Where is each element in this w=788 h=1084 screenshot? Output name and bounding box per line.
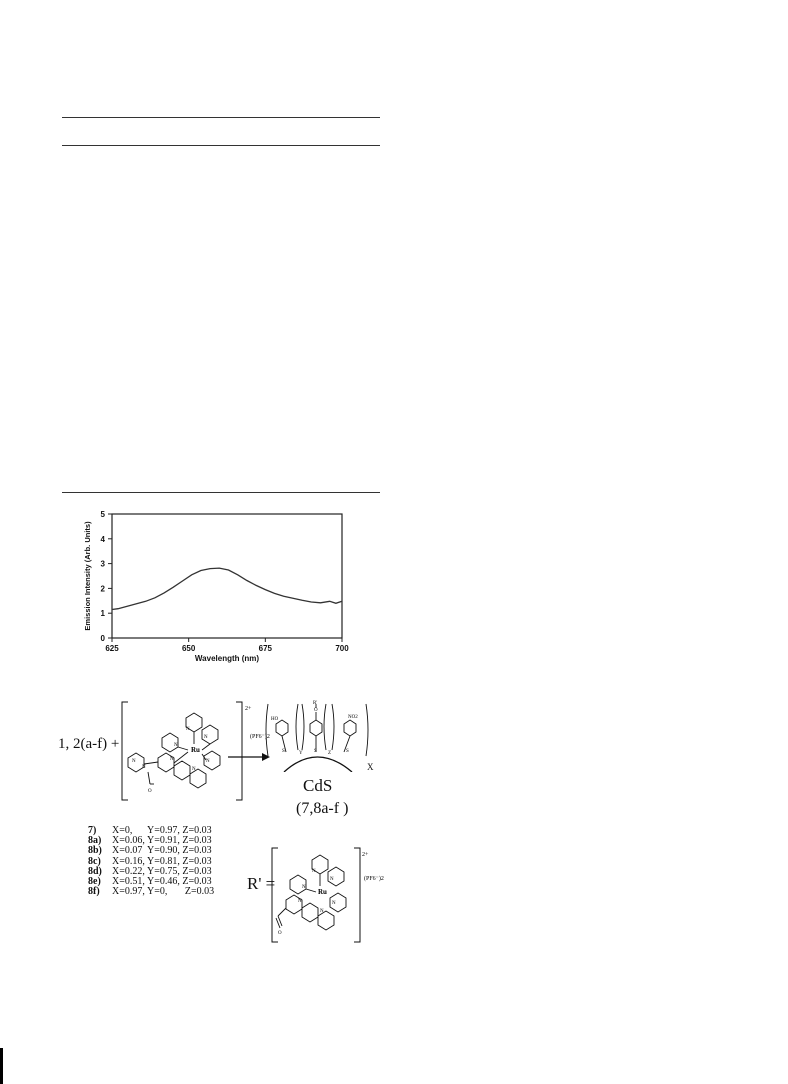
ho-label: HO bbox=[271, 717, 279, 722]
x-tick-label: 675 bbox=[258, 644, 273, 653]
s-label-3: S bbox=[346, 749, 349, 754]
o-linker-label: O bbox=[314, 708, 318, 713]
n2-label-4: N bbox=[332, 901, 336, 906]
composition-row: 8d) X=0.22, Y=0.75, Z=0.03 bbox=[88, 865, 212, 877]
n-label-2: N bbox=[204, 735, 208, 740]
n2-label-5: N bbox=[298, 899, 302, 904]
ru-label-2: Ru bbox=[318, 888, 327, 896]
x-tick-label: 650 bbox=[181, 644, 196, 653]
n-label-5: N bbox=[170, 757, 174, 762]
r-prime-definition-label: R' = bbox=[247, 874, 276, 893]
n-label-1: N bbox=[186, 727, 190, 732]
y-tick-label: 3 bbox=[100, 559, 105, 569]
composition-row: 8f) X=0.97, Y=0, Z=0.03 bbox=[88, 886, 215, 898]
ru-complex-reactant bbox=[118, 700, 278, 802]
ru-complex-r-prime bbox=[262, 846, 412, 944]
n-label-7: N bbox=[132, 759, 136, 764]
ru-label: Ru bbox=[191, 746, 200, 754]
emission-series-line bbox=[112, 568, 342, 609]
n-label-3: N bbox=[174, 743, 178, 748]
table-bottom-rule bbox=[62, 492, 380, 493]
cds-nanoparticle-with-ligands bbox=[262, 700, 382, 772]
x-axis-label: Wavelength (nm) bbox=[194, 654, 260, 663]
cds-core-label: CdS bbox=[303, 776, 333, 795]
n-label-8: N bbox=[142, 765, 146, 770]
composition-list bbox=[88, 826, 214, 897]
composition-row: 8e) X=0.51, Y=0.46, Z=0.03 bbox=[88, 876, 212, 888]
r-prime-label: R' bbox=[313, 701, 318, 706]
y-tick-label: 4 bbox=[100, 534, 105, 544]
product-label: (7,8a-f ) bbox=[296, 800, 349, 817]
y-tick-label: 0 bbox=[100, 634, 105, 643]
y-tick-label: 1 bbox=[100, 609, 105, 619]
z-subscript: Z bbox=[328, 751, 332, 756]
y-tick-label: 5 bbox=[100, 510, 105, 519]
counterion-label-2: (PF6⁻)2 bbox=[364, 876, 384, 882]
charge-label-2: 2+ bbox=[362, 852, 369, 858]
composition-row: 7) X=0, Y=0.97, Z=0.03 bbox=[88, 825, 212, 836]
charge-label: 2+ bbox=[245, 706, 252, 712]
n2-label-6: N bbox=[320, 909, 324, 914]
no2-label: NO2 bbox=[348, 715, 358, 720]
page-edge-mark bbox=[0, 1048, 3, 1084]
n-label-4: N bbox=[206, 759, 210, 764]
reactants-label: 1, 2(a-f) + bbox=[58, 736, 120, 752]
y-subscript: Y bbox=[299, 751, 303, 756]
n2-label-3: N bbox=[302, 885, 306, 890]
counterion-label: (PF6⁻)2 bbox=[250, 734, 270, 740]
y-tick-label: 2 bbox=[100, 584, 105, 594]
table-header-rule bbox=[62, 145, 380, 146]
x-tick-label: 625 bbox=[105, 644, 119, 653]
plot-frame bbox=[112, 514, 342, 638]
s-label-2: S bbox=[314, 749, 317, 754]
composition-row: 8a) X=0.06, Y=0.91, Z=0.03 bbox=[88, 835, 212, 847]
composition-row: 8c) X=0.16, Y=0.81, Z=0.03 bbox=[88, 855, 212, 867]
n2-label-2: N bbox=[330, 877, 334, 882]
o-label: O bbox=[148, 789, 152, 794]
s-label-1: S bbox=[282, 749, 285, 754]
y-axis-label: Emission Intensity (Arb. Units) bbox=[83, 521, 92, 631]
o2-label: O bbox=[278, 931, 282, 936]
x-subscript: X bbox=[367, 762, 374, 772]
n-label-6: N bbox=[192, 767, 196, 772]
n2-label-1: N bbox=[312, 869, 316, 874]
composition-row: 8b) X=0.07 Y=0.90, Z=0.03 bbox=[88, 845, 212, 857]
x-tick-label: 700 bbox=[335, 644, 349, 653]
emission-spectrum-chart bbox=[78, 508, 368, 668]
table-top-rule bbox=[62, 117, 380, 118]
